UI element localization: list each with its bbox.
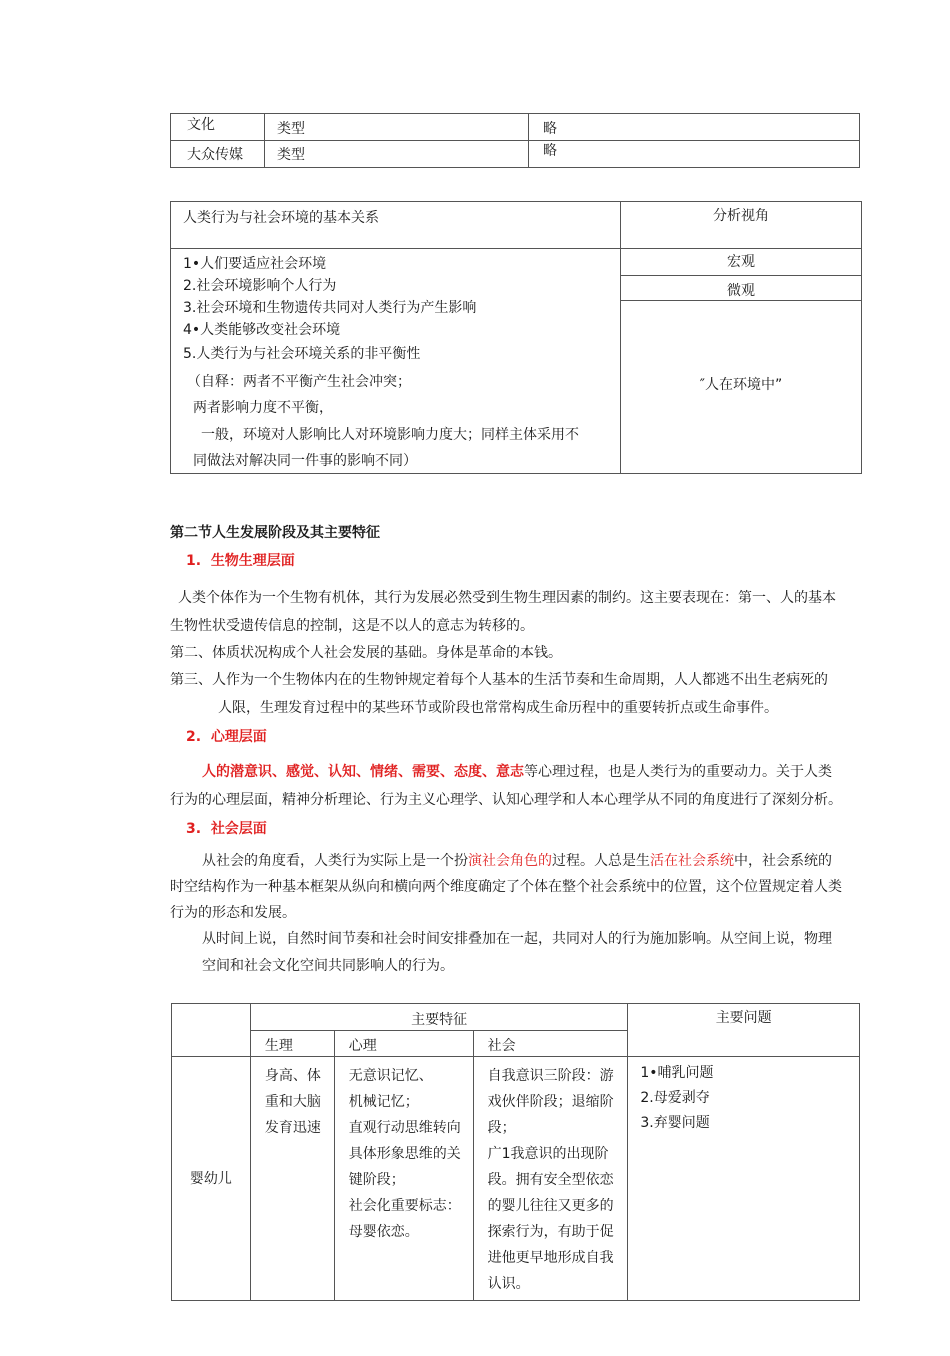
note-line: （自释：两者不平衡产生社会冲突； (187, 374, 411, 390)
subsection-title: 社会层面 (210, 821, 267, 837)
soc-line: 认识。 (487, 1276, 530, 1292)
bio-cell (250, 1057, 334, 1301)
problems-cell (628, 1057, 860, 1301)
problem-item: 1•哺乳问题 (640, 1065, 714, 1081)
soc-line: 探索行为，有助于促 (487, 1224, 614, 1240)
soc-line: 广1我意识的出现阶 (487, 1146, 609, 1162)
highlight-text: 演社会角色的 (468, 853, 552, 869)
problem-item: 2.母爱剥夺 (640, 1090, 710, 1106)
macro-cell (621, 249, 862, 276)
paragraph-line: 行为的形态和发展。 (170, 905, 296, 921)
section-title: 第二节人生发展阶段及其主要特征 (170, 525, 380, 541)
micro-label: 微观 (727, 282, 755, 299)
behavior-environment-table (170, 201, 862, 474)
row-detail-cell (529, 141, 860, 168)
main-problems-header (628, 1004, 860, 1057)
relation-list-cell (171, 249, 621, 474)
subsection-number: 3. (186, 821, 202, 837)
row-type-cell (265, 114, 529, 141)
corner-cell (172, 1004, 251, 1057)
psy-col-header (334, 1031, 473, 1057)
highlight-text: 人的潜意识、感觉、认知、情绪、需要、态度、意志 (202, 764, 524, 780)
row-type: 类型 (277, 147, 305, 163)
subsection-title: 心理层面 (210, 729, 267, 745)
relation-header: 人类行为与社会环境的基本关系 (183, 210, 379, 226)
note-line: 两者影响力度不平衡， (193, 400, 333, 416)
bio-col-label: 生理 (264, 1038, 293, 1054)
paragraph-line: 第二、体质状况构成个人社会发展的基础。身体是革命的本钱。 (170, 645, 562, 661)
highlight-text: 活在社会系统 (650, 853, 734, 869)
paragraph-text: 等心理过程，也是人类行为的重要动力。关于人类 (524, 764, 832, 780)
soc-line: 段； (487, 1120, 516, 1136)
bio-line: 重和大脑 (264, 1094, 321, 1110)
stage-label: 婴幼儿 (189, 1170, 232, 1187)
paragraph-line (202, 847, 832, 875)
paragraph-line: 第三、人作为一个生物体内在的生物钟规定着每个人基本的生活节奏和生命周期，人人都逃不出生老病死的 (170, 672, 828, 688)
row-detail: 略 (543, 121, 557, 137)
row-type-cell (265, 141, 529, 168)
paragraph-line: 行为的心理层面，精神分析理论、行为主义心理学、认知心理学和人本心理学从不同的角度进行了深刻分析。 (170, 792, 842, 808)
psy-col-label: 心理 (348, 1038, 377, 1054)
relation-item: 2.社会环境影响个人行为 (183, 278, 337, 294)
soc-cell (473, 1057, 628, 1301)
note-line: 同做法对解决同一件事的影响不同） (193, 453, 417, 469)
main-features-label: 主要特征 (411, 1012, 468, 1028)
life-stage-table (171, 1003, 860, 1301)
paragraph-text: 过程。人总是生 (552, 853, 650, 869)
psy-line: 直观行动思维转向 (348, 1120, 461, 1136)
row-name-cell (171, 141, 265, 168)
person-in-env-cell (621, 301, 862, 474)
soc-line: 段。拥有安全型依恋 (487, 1172, 614, 1188)
relation-item: 3.社会环境和生物遗传共同对人类行为产生影响 (183, 300, 477, 316)
macro-label: 宏观 (727, 254, 755, 270)
relation-header-cell (171, 202, 621, 249)
paragraph-line: 时空结构作为一种基本框架从纵向和横向两个维度确定了个体在整个社会系统中的位置，这个位置规定着人类 (170, 879, 842, 895)
psy-line: 机械记忆； (348, 1094, 419, 1110)
subsection-psychology (186, 726, 267, 746)
soc-col-header (473, 1031, 628, 1057)
note-line: 一般，环境对人影响比人对环境影响力度大；同样主体采用不 (201, 427, 579, 443)
micro-cell (621, 275, 862, 301)
soc-line: 的婴儿往往又更多的 (487, 1198, 614, 1214)
psy-line: 社会化重要标志： (348, 1198, 461, 1214)
main-features-header (250, 1004, 628, 1031)
relation-item: 1•人们要适应社会环境 (183, 256, 327, 272)
bio-line: 身高、体 (264, 1068, 321, 1084)
psy-line: 键阶段； (348, 1172, 405, 1188)
row-name-cell (171, 114, 265, 141)
perspective-header-cell (621, 202, 862, 249)
subsection-title: 生物生理层面 (210, 553, 295, 569)
paragraph-line: 人类个体作为一个生物有机体，其行为发展必然受到生物生理因素的制约。这主要表现在：第一、人的基本 (178, 590, 836, 606)
paragraph-line: 从时间上说，自然时间节奏和社会时间安排叠加在一起，共同对人的行为施加影响。从空间上说，物理 (202, 931, 832, 947)
row-name: 文化 (187, 117, 215, 133)
relation-item: 4•人类能够改变社会环境 (183, 322, 341, 338)
subsection-biology (186, 550, 295, 570)
main-problems-label: 主要问题 (715, 1010, 772, 1026)
psy-cell (334, 1057, 473, 1301)
row-type: 类型 (277, 121, 305, 137)
psy-line: 具体形象思维的关 (348, 1146, 461, 1162)
soc-line: 戏伙伴阶段；退缩阶 (487, 1094, 614, 1110)
subsection-society (186, 818, 267, 838)
psy-line: 无意识记忆、 (348, 1068, 433, 1084)
bio-col-header (250, 1031, 334, 1057)
soc-line: 进他更早地形成自我 (487, 1250, 614, 1266)
row-name: 大众传媒 (187, 147, 243, 163)
paragraph-text: 从社会的角度看，人类行为实际上是一个扮 (202, 853, 468, 869)
paragraph-line: 空间和社会文化空间共同影响人的行为。 (202, 958, 454, 974)
problem-item: 3.弃婴问题 (640, 1115, 710, 1131)
stage-cell (172, 1057, 251, 1301)
perspective-header: 分析视角 (713, 208, 769, 224)
relation-item: 5.人类行为与社会环境关系的非平衡性 (183, 346, 421, 362)
soc-line: 自我意识三阶段：游 (487, 1068, 614, 1084)
soc-col-label: 社会 (487, 1038, 516, 1054)
paragraph-text: 中，社会系统的 (734, 853, 832, 869)
paragraph-line: 生物性状受遗传信息的控制，这是不以人的意志为转移的。 (170, 618, 534, 634)
row-detail-cell (529, 114, 860, 141)
culture-media-table (170, 113, 860, 168)
paragraph-line: 人限，生理发育过程中的某些环节或阶段也常常构成生命历程中的重要转折点或生命事件。 (218, 700, 778, 716)
subsection-number: 2. (186, 729, 202, 745)
person-in-env-label: ″人在环境中” (699, 377, 783, 394)
row-detail: 略 (543, 143, 557, 159)
paragraph-line (202, 758, 832, 786)
subsection-number: 1. (186, 553, 202, 569)
psy-line: 母婴依恋。 (348, 1224, 419, 1240)
bio-line: 发育迅速 (264, 1120, 321, 1136)
